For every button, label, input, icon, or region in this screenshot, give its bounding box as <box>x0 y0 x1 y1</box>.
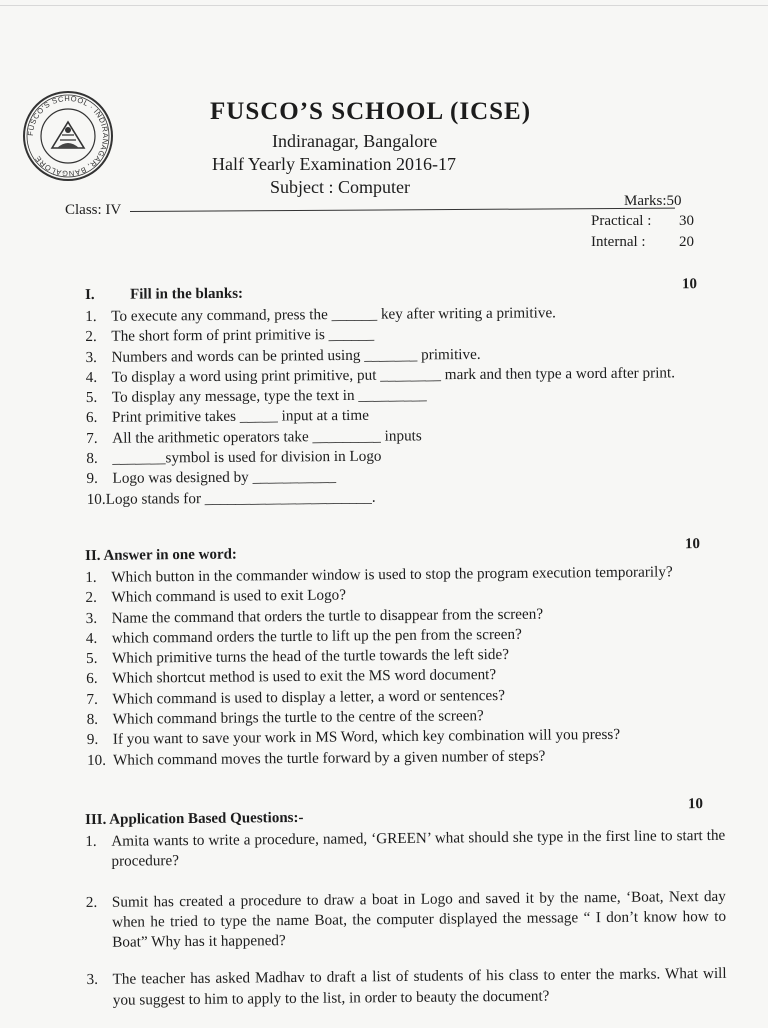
list-item: 3. Name the command that orders the turtle to disappear from the screen? <box>85 605 544 627</box>
list-item: 6. Print primitive takes _____ input at a time <box>85 407 369 427</box>
exam-name: Half Yearly Examination 2016-17 <box>212 154 456 174</box>
list-item: 7. All the arithmetic operators take _________ inputs <box>86 427 422 447</box>
list-item: 9. Logo was designed by ___________ <box>86 468 337 488</box>
practical-value: 30 <box>679 213 694 229</box>
internal-marks <box>591 234 694 251</box>
school-name: FUSCO’S SCHOOL (ICSE) <box>210 98 532 125</box>
internal-label: Internal : <box>591 234 646 250</box>
svg-text:FUSCO'S SCHOOL · INDIRANAGAR,: FUSCO'S SCHOOL · INDIRANAGAR, BANGALORE <box>25 93 111 179</box>
list-item: 1. To execute any command, press the ______ key after writing a primitive. <box>85 304 557 325</box>
header-rule <box>130 208 675 212</box>
internal-value: 20 <box>679 234 694 250</box>
practical-label: Practical : <box>591 213 652 229</box>
question-list <box>85 302 727 510</box>
section-marks: 10 <box>681 276 698 293</box>
class-label: Class: IV <box>65 202 122 218</box>
list-item: 4. which command orders the turtle to lift up the pen from the screen? <box>85 625 522 647</box>
section-title: II. Answer in one word: <box>85 546 237 564</box>
section-title: III. Application Based Questions:- <box>85 809 304 828</box>
list-item: 2. Sumit has created a procedure to draw a boat in Logo and saved it by the name, ‘Boat, Next day when he tried to type the name Boat, the computer displayed the message “ I don’t know how to Boat” Why has it happened? <box>85 887 727 951</box>
list-item: 2. Which command is used to exit Logo? <box>85 586 347 607</box>
school-seal-icon <box>22 90 114 182</box>
section-number: I. <box>85 286 95 303</box>
list-item: 9. If you want to save your work in MS Word, which key combination will you press? <box>86 726 621 749</box>
section-title: Fill in the blanks: <box>129 285 244 303</box>
list-item: 3. Numbers and words can be printed using _______ primitive. <box>85 345 481 366</box>
list-item: 5. Which primitive turns the head of the turtle towards the left side? <box>85 646 509 668</box>
list-item: 8. Which command brings the turtle to the centre of the screen? <box>86 707 484 729</box>
school-location: Indiranagar, Bangalore <box>272 131 438 151</box>
question-list <box>85 562 727 771</box>
question-list <box>85 826 727 1011</box>
list-item: 2. The short form of print primitive is ______ <box>85 326 375 346</box>
practical-marks <box>591 213 694 230</box>
section-fill-in-the-blanks <box>85 276 727 510</box>
list-item: 10. Which command moves the turtle forward by a given number of steps? <box>86 747 546 769</box>
list-item: 7. Which command is used to display a letter, a word or sentences? <box>86 686 505 708</box>
list-item: 1. Which button in the commander window is used to stop the program execution temporarily? <box>85 563 673 586</box>
total-marks: Marks:50 <box>624 193 682 209</box>
list-item: 3. The teacher has asked Madhav to draft a list of students of his class to enter the marks. What will you suggest to him to apply to the list, in order to beauty the document? <box>86 965 727 1009</box>
section-answer-in-one-word <box>85 536 727 771</box>
exam-subject: Subject : Computer <box>270 177 410 197</box>
list-item: 4. To display a word using print primitive, put ________ mark and then type a word after print. <box>85 364 676 386</box>
list-item: 1. Amita wants to write a procedure, named, ‘GREEN’ what should she type in the first line to start the procedure? <box>85 826 726 871</box>
list-item: 6. Which shortcut method is used to exit the MS word document? <box>86 666 497 688</box>
section-marks: 10 <box>687 796 704 813</box>
page-edge-line <box>0 5 768 6</box>
list-item: 5. To display any message, type the text in _________ <box>85 386 427 407</box>
list-item: 10.Logo stands for ______________________. <box>86 488 376 508</box>
list-item: 8. _______symbol is used for division in Logo <box>86 447 382 468</box>
section-application-based <box>85 796 727 1028</box>
section-marks: 10 <box>684 536 701 553</box>
